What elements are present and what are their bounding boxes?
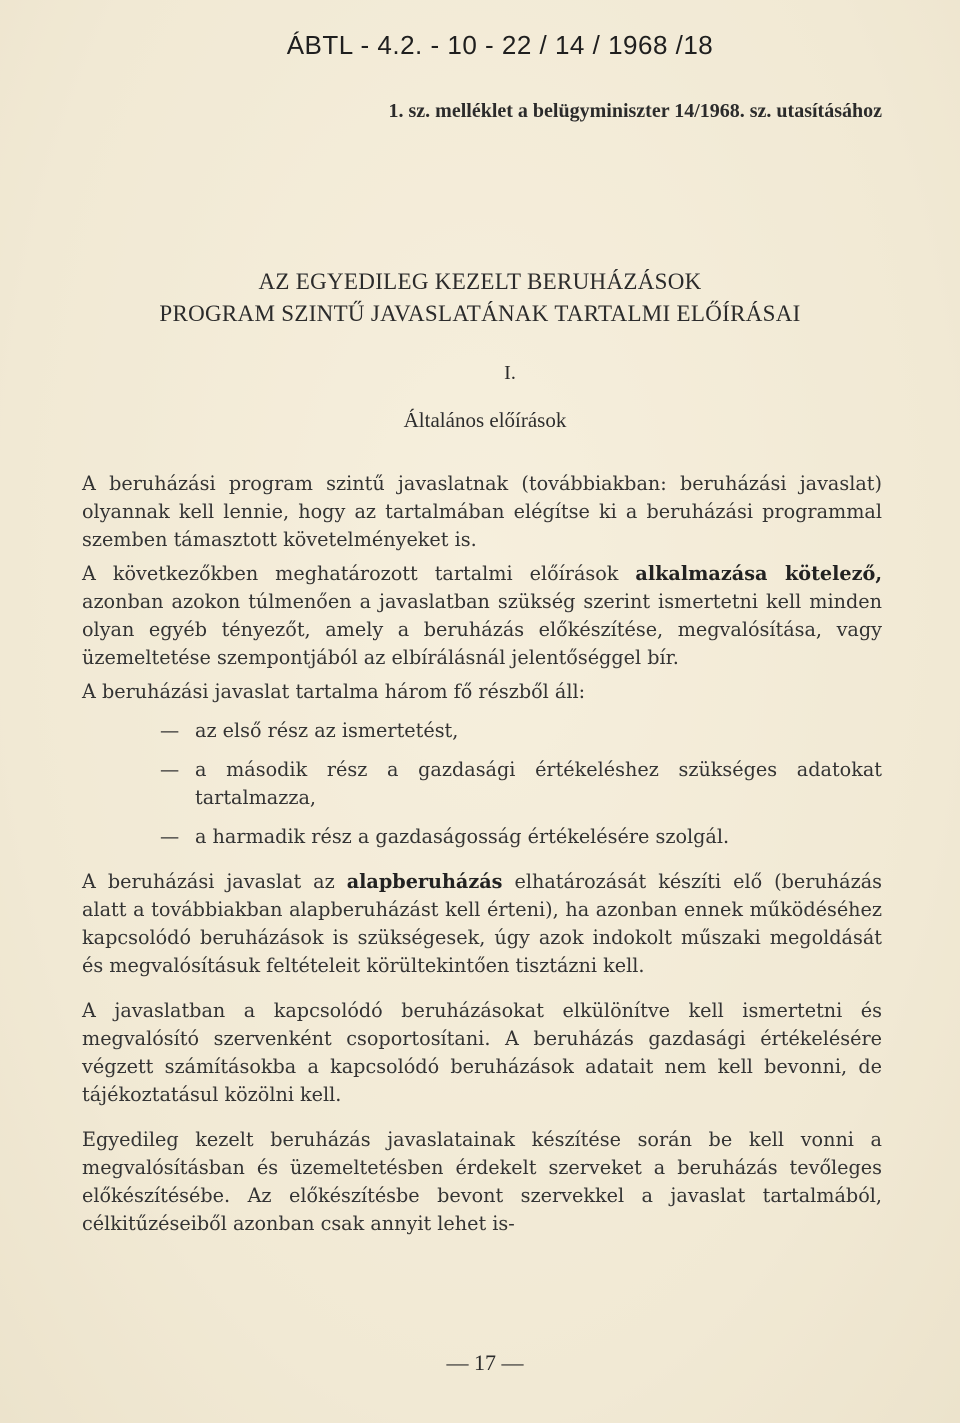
page-number: — 17 — [446,1350,524,1375]
list-item [160,756,882,812]
document-title [0,266,960,330]
body-text [82,470,882,1238]
section-heading: Általános előírások [403,408,567,432]
paragraph-4-text-end: elhatározását készíti elő (beruházás alatt a továbbiakban alapberuházást kell érteni), ha azonban ennek működéséhez kapcsolódó beruházások is szükségesek, úgy azok indokolt műszaki megoldását és megvalósításuk feltételeit körültekintően tisztázni kell. [82,870,882,977]
list-dash: — [160,719,180,742]
annex-note: 1. sz. melléklet a belügyminiszter 14/1968. sz. utasításához [388,100,882,122]
section-number: I. [504,362,516,384]
list-item-text: a második rész a gazdasági értékeléshez szükséges adatokat tartalmazza, [195,758,882,809]
list-dash: — [160,758,180,781]
paragraph-4-emphasis: alapberuházás [346,870,503,893]
paragraph-6: Egyedileg kezelt beruházás javaslatainak készítése során be kell vonni a megvalósításban és üzemeltetésben érdekelt szerveket a beruházás tevőleges előkészítésébe. Az előkészítésbe bevont szervekkel a javaslat tartalmából, célkitűzéseiből azonban csak annyit lehet is- [82,1128,882,1235]
paragraph-4-text-start: A beruházási javaslat az [82,870,347,893]
paragraph-2-text-start: A következőkben meghatározott tartalmi előírások [82,562,636,585]
paragraph-3: A beruházási javaslat tartalma három fő részből áll: [82,680,586,703]
archive-reference: ÁBTL - 4.2. - 10 - 22 / 14 / 1968 /18 [286,30,714,60]
list-dash: — [160,825,180,848]
paragraph-4 [82,868,882,980]
list-item-text: a harmadik rész a gazdaságosság értékelésére szolgál. [195,825,730,848]
list-item [160,717,882,745]
paragraph-2 [82,560,882,672]
list-item [160,823,882,851]
paragraph-2-text-end: azonban azokon túlmenően a javaslatban szükség szerint ismertetni kell minden olyan egyéb tényezőt, amely a beruházás előkészítése, megvalósítása, vagy üzemeltetése szempontjából az elbírálásnál jelentőséggel bír. [82,590,882,669]
list-item-text: az első rész az ismertetést, [195,719,459,742]
title-line-2: PROGRAM SZINTŰ JAVASLATÁNAK TARTALMI ELŐÍRÁSAI [159,301,801,326]
paragraph-5: A javaslatban a kapcsolódó beruházásokat elkülönítve kell ismertetni és megvalósító szervenként csoportosítani. A beruházás gazdasági értékelésére végzett számításokba a kapcsolódó beruházások adatait nem kell bevonni, de tájékoztatásul közölni kell. [82,999,882,1106]
paragraph-1: A beruházási program szintű javaslatnak (továbbiakban: beruházási javaslat) olyannak kell lennie, hogy az tartalmában elégítse ki a beruházási programmal szemben támasztott követelményeket is. [82,472,882,551]
paragraph-2-emphasis: alkalmazása kötelező, [635,562,883,585]
title-line-1: AZ EGYEDILEG KEZELT BERUHÁZÁSOK [258,269,702,294]
